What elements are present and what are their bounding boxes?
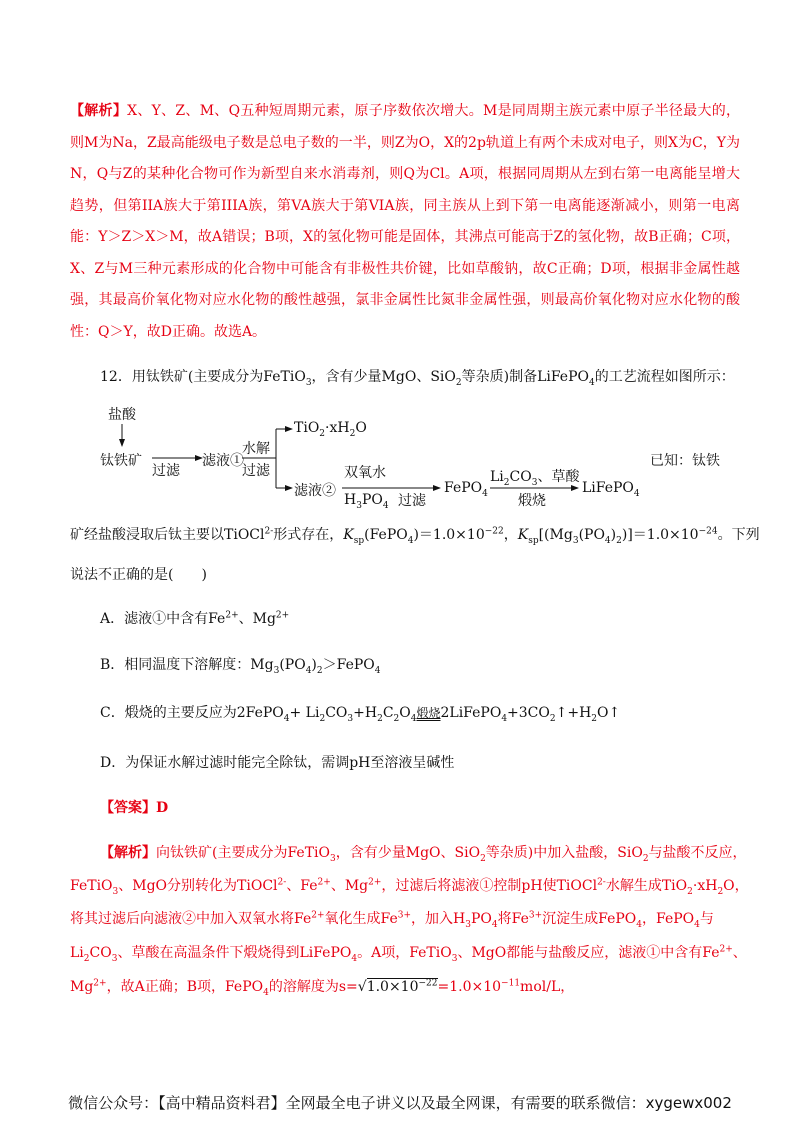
calcine-label: 煅烧 [518, 493, 546, 509]
filter-3-label: 过滤 [398, 493, 426, 509]
h3po4-label: $H_3PO_4$ [344, 492, 389, 511]
process-flow-diagram [70, 404, 740, 511]
analysis-2-line-3: 将其过滤后向滤液②中加入双氧水将$Fe^{2+}$氧化生成$Fe^{3+}$，加入$H_3PO_4$将$Fe^{3+}$沉淀生成FePO$_4$，FePO$_4$与 [70, 910, 714, 930]
known-label: 已知：钛铁 [650, 453, 720, 469]
hydrolysis-label: 水解 [242, 441, 270, 457]
calcine-condition: 煅烧 [416, 706, 441, 720]
lifepo4-label: LiFePO$_4$ [582, 480, 640, 499]
ore-label: 钛铁矿 [100, 453, 142, 469]
filter-2-label: 过滤 [242, 463, 270, 479]
analysis-body: X、Y、Z、M、Q五种短周期元素，原子序数依次增大。M是同周期主族元素中原子半径最大的，则M为Na，Z最高能级电子数是总电子数的一半，则Z为O，X的2p轨道上有两个未成对电子，则X为C，Y为N，Q与Z的某种化合物可作为新型自来水消毒剂，则Q为Cl。A项，根据同周期从左到右第一电离能呈增大趋势，但第IIA族大于第IIIA族，第VA族大于第VIA族，同主族从上到下第一电离能逐渐减小，则第一电离能：Y＞Z＞X＞M，故A错误；B项，X的氢化物可能是固体，其沸点可能高于Z的氢化物，故B正确；C项，X、Z与M三种元素形成的化合物中可能含有非极性共价键，比如草酸钠，故C正确；D项，根据非金属性越强，其最高价氧化物对应水化物的酸性越强，氯非金属性比氮非金属性强，则最高价氧化物对应水化物的酸性：Q＞Y，故D正确。故选A。 [70, 103, 740, 340]
h2o2-label: 双氧水 [344, 465, 386, 481]
analysis-paragraph-1 [70, 96, 740, 348]
question-12-stem-line-2: 矿经盐酸浸取后钛主要以TiOCl$^{2-}$形式存在，$K_{sp}(FePO_4)=1.0\times 10^{-22}$，$K_{sp}[(Mg_3(PO_4)_2)]=1.0\times 10^{-24}$。下列 [70, 526, 760, 546]
filtrate-2-label: 滤液② [294, 483, 336, 499]
option-b[interactable]: B．相同温度下溶解度：$Mg_3(PO_4)_2>FePO_4$ [100, 657, 381, 676]
option-c[interactable]: C．煅烧的主要反应为2FePO$_4$+ $Li_2CO_3+H_2C_2O_4$煅烧$2LiFePO_4+3CO_2↑+H_2O↑$ [100, 705, 621, 724]
tio2-product: $TiO_2\cdot xH_2O$ [294, 420, 367, 439]
analysis-2-line-5: $Mg^{2+}$，故A正确；B项，FePO$_4$的溶解度为$s=√1.0\times 10^{-22}=1.0\times 10^{-11}mol/L$， [70, 978, 575, 998]
option-d[interactable]: D．为保证水解过滤时能完全除钛，需调pH至溶液呈碱性 [100, 755, 455, 771]
fepo4-label: FePO$_4$ [444, 480, 488, 499]
li2co3-oxalic-label: $Li_2CO_3$、草酸 [490, 469, 580, 488]
analysis-2-line-4: $Li_2CO_3$、草酸在高温条件下煅烧得到LiFePO$_4$。A项，FeTiO$_3$、MgO都能与盐酸反应，滤液①中含有$Fe^{2+}$、 [70, 944, 747, 964]
hcl-label: 盐酸 [108, 407, 136, 423]
option-a[interactable]: A．滤液①中含有$Fe^{2+}$、$Mg^{2+}$ [100, 610, 290, 627]
analysis-2-line-2: FeTiO$_3$、MgO分别转化为TiOCl$^{2-}$、$Fe^{2+}$、$Mg^{2+}$，过滤后将滤液①控制pH使TiOCl$^{2-}$水解生成$TiO_2\cdot xH_2O$， [70, 877, 749, 897]
question-12-stem-line-3: 说法不正确的是( ) [70, 567, 207, 583]
question-12-stem: 12．用钛铁矿(主要成分为FeTiO$_3$，含有少量MgO、SiO$_2$等杂质)制备LiFePO$_4$的工艺流程如图所示： [100, 369, 735, 388]
footer-notice: 微信公众号：【高中精品资料君】全网最全电子讲义以及最全网课，有需要的联系微信：xygewx002 [68, 1094, 732, 1112]
analysis-tag: 【解析】 [70, 103, 128, 119]
answer: 【答案】D [100, 800, 169, 816]
filtrate-1-label: 滤液① [202, 453, 244, 469]
analysis-2-line-1: 【解析】向钛铁矿(主要成分为FeTiO$_3$，含有少量MgO、SiO$_2$等杂质)中加入盐酸，SiO$_2$与盐酸不反应， [100, 845, 747, 864]
filter-1-label: 过滤 [152, 463, 180, 479]
